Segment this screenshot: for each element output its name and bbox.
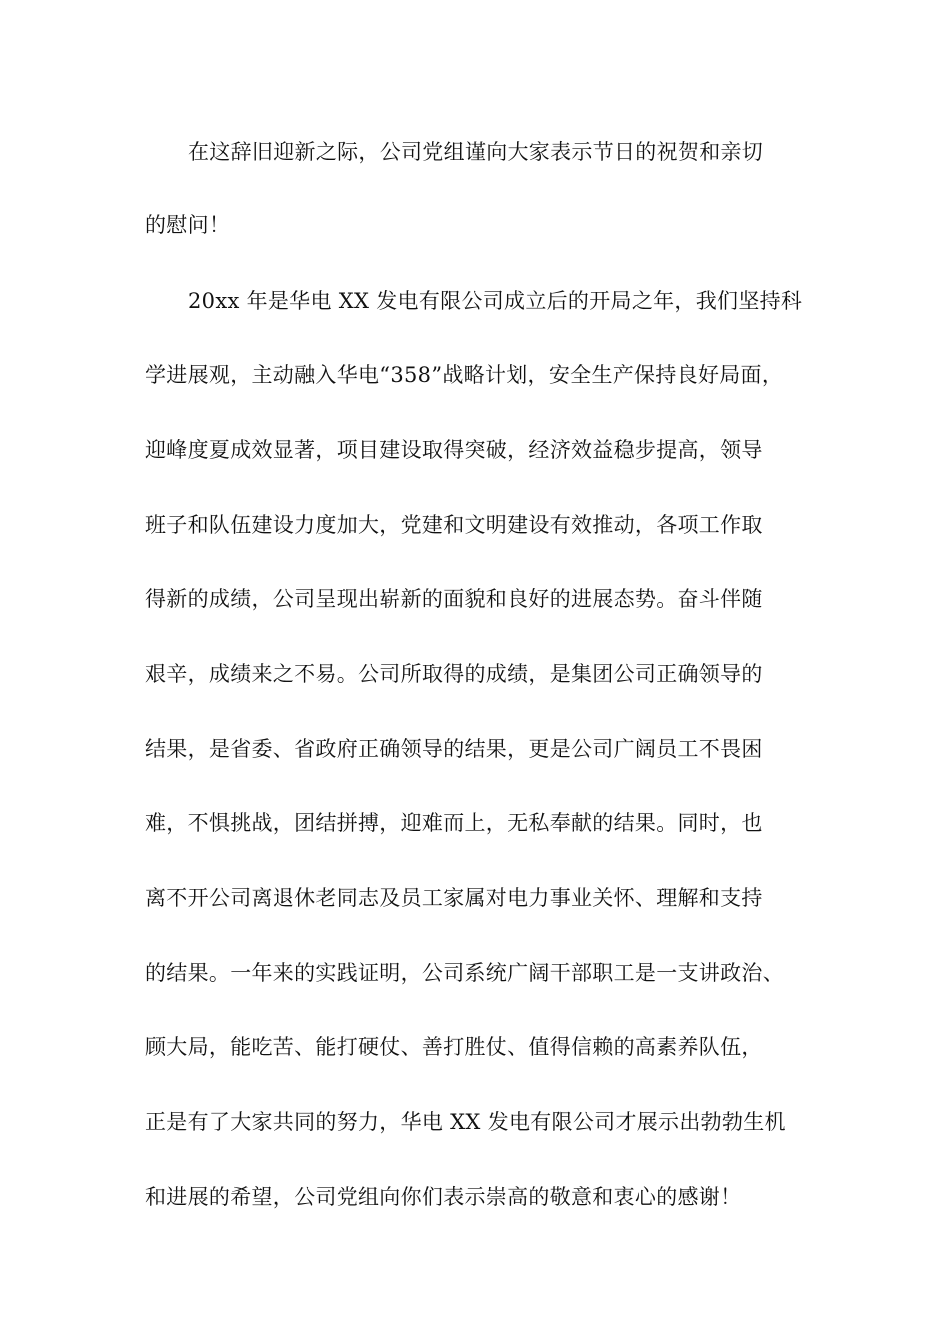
paragraph-2-line-4: 班子和队伍建设力度加大，党建和文明建设有效推动，各项工作取 xyxy=(145,513,763,537)
paragraph-2-line-5: 得新的成绩，公司呈现出崭新的面貌和良好的进展态势。奋斗伴随 xyxy=(145,587,763,611)
paragraph-2-line-2: 学进展观，主动融入华电“358”战略计划，安全生产保持良好局面， xyxy=(145,363,784,387)
paragraph-2-line-10: 的结果。一年来的实践证明，公司系统广阔干部职工是一支讲政治、 xyxy=(145,961,784,985)
paragraph-2-line-12: 正是有了大家共同的努力，华电 XX 发电有限公司才展示出勃勃生机 xyxy=(145,1110,786,1134)
paragraph-1-line-2: 的慰问！ xyxy=(145,213,231,237)
paragraph-1-line-1: 在这辞旧迎新之际，公司党组谨向大家表示节日的祝贺和亲切 xyxy=(188,140,764,164)
paragraph-2-line-9: 离不开公司离退休老同志及员工家属对电力事业关怀、理解和支持 xyxy=(145,886,763,910)
paragraph-2-line-13: 和进展的希望，公司党组向你们表示崇高的敬意和衷心的感谢！ xyxy=(145,1185,742,1209)
paragraph-2-line-1: 20xx 年是华电 XX 发电有限公司成立后的开局之年，我们坚持科 xyxy=(188,289,803,313)
paragraph-2-line-11: 顾大局，能吃苦、能打硬仗、善打胜仗、值得信赖的高素养队伍， xyxy=(145,1035,763,1059)
paragraph-2-line-7: 结果，是省委、省政府正确领导的结果，更是公司广阔员工不畏困 xyxy=(145,737,763,761)
paragraph-2-line-3: 迎峰度夏成效显著，项目建设取得突破，经济效益稳步提高，领导 xyxy=(145,438,763,462)
paragraph-2-line-8: 难，不惧挑战，团结拼搏，迎难而上，无私奉献的结果。同时，也 xyxy=(145,811,763,835)
paragraph-2-line-6: 艰辛，成绩来之不易。公司所取得的成绩，是集团公司正确领导的 xyxy=(145,662,763,686)
